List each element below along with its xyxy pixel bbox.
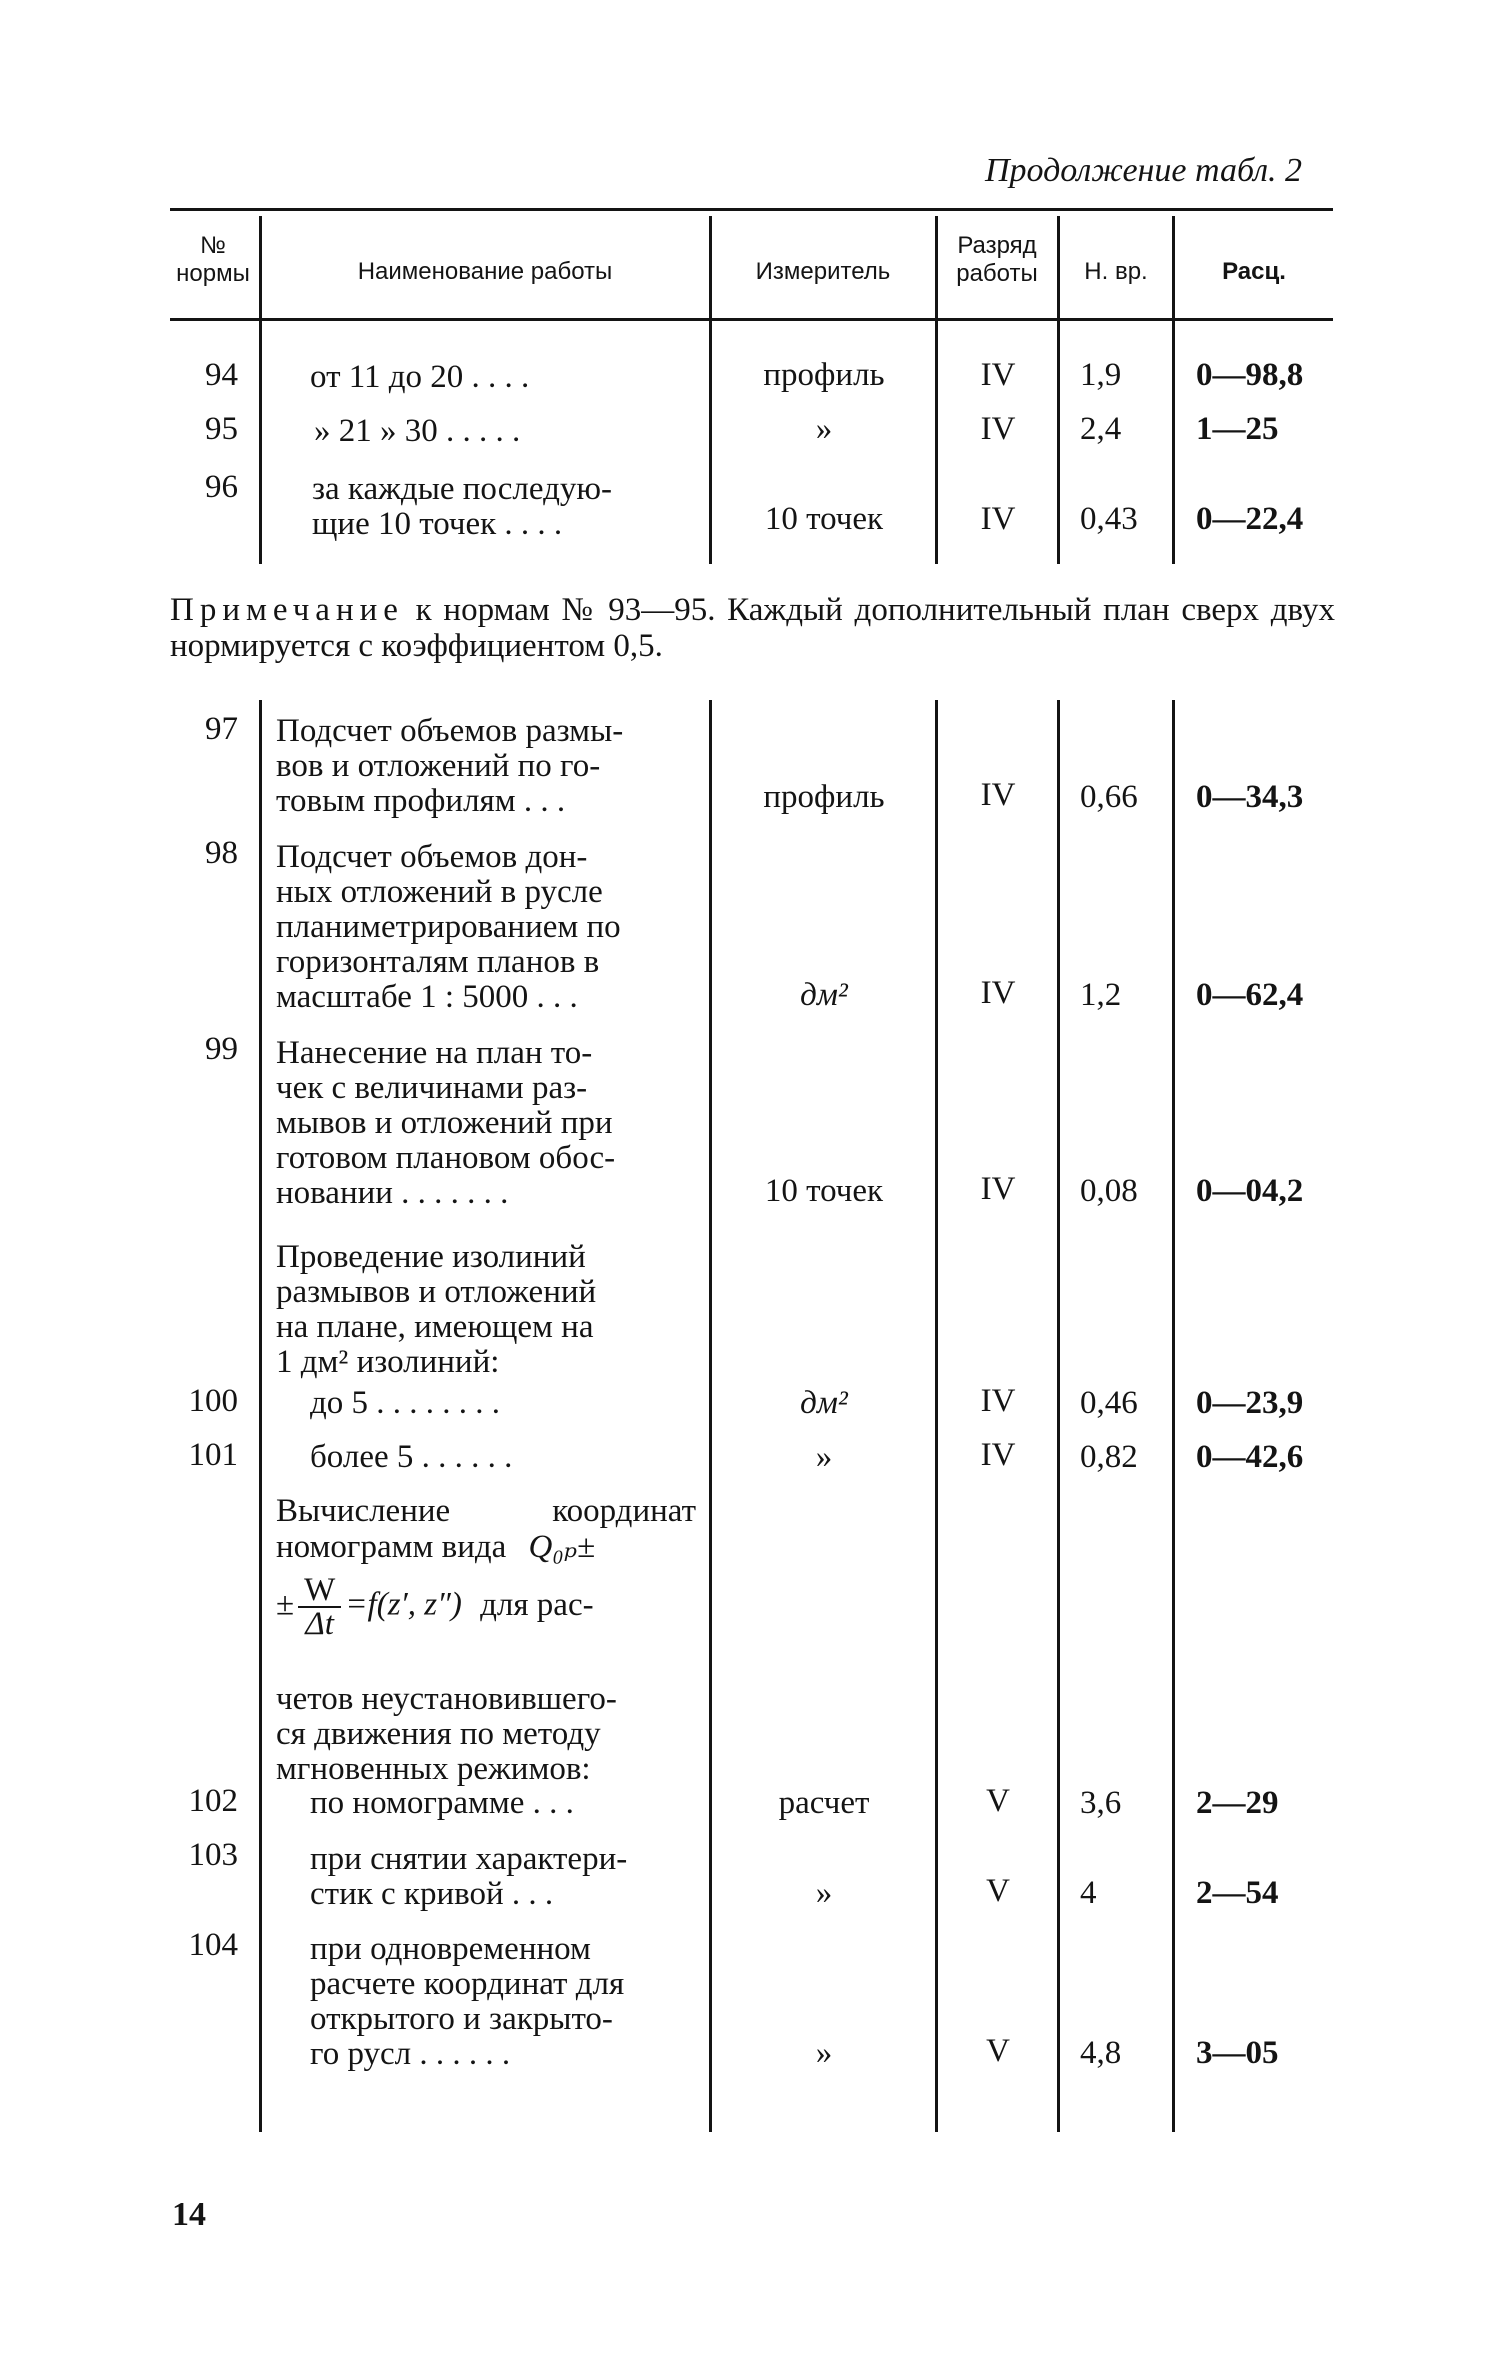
work-name-line: открытого и закрыто- <box>310 2002 613 2037</box>
rate-value: 0—34,3 <box>1196 779 1304 815</box>
work-name <box>312 472 696 542</box>
work-name-line: го русл . . . . . . <box>310 2037 511 2072</box>
work-name-line: планиметрированием по <box>276 910 621 945</box>
work-grade: V <box>986 2033 1010 2069</box>
work-grade: IV <box>980 1171 1016 1207</box>
work-name-line: щие 10 точек . . . . <box>312 507 563 542</box>
header-work-name: Наименование работы <box>357 258 613 285</box>
work-grade: V <box>986 1783 1010 1819</box>
work-name-line: Подсчет объемов размы- <box>276 714 624 749</box>
formula-rhs: =f(z′, z″) <box>345 1586 462 1623</box>
norm-number: 95 <box>205 411 238 447</box>
work-name-line: при снятии характери- <box>310 1842 628 1877</box>
work-name-line: при одновременном <box>310 1932 591 1967</box>
work-name-line: готовом плановом обос- <box>276 1141 616 1176</box>
group-heading-line: на плане, имеющем на <box>276 1310 594 1345</box>
formula-line-text: номограмм вида <box>276 1529 507 1565</box>
work-grade: V <box>986 1873 1010 1909</box>
norm-number: 94 <box>205 357 238 393</box>
norm-number: 100 <box>188 1383 238 1419</box>
measure-unit: » <box>815 2035 833 2071</box>
column-divider <box>259 700 262 2132</box>
measure-unit: профиль <box>763 357 885 393</box>
page-number: 14 <box>172 2196 206 2233</box>
table-top-rule <box>170 208 1333 211</box>
work-name-line: мывов и отложений при <box>276 1106 613 1141</box>
header-grade <box>938 232 1056 288</box>
work-name <box>310 360 730 395</box>
work-grade: IV <box>980 1437 1016 1473</box>
time-norm: 0,43 <box>1080 501 1138 537</box>
work-name <box>276 714 696 819</box>
work-grade: IV <box>980 357 1016 393</box>
group-heading-line: размывов и отложений <box>276 1275 597 1310</box>
note-text: к нормам № 93—95. Каждый дополнительный план сверх двух нормируется с коэффициентом 0,5. <box>170 592 1335 664</box>
time-norm: 1,9 <box>1080 357 1122 393</box>
work-name <box>310 1386 696 1421</box>
measure-unit: расчет <box>778 1785 870 1821</box>
formula-line <box>276 1530 595 1565</box>
work-name <box>314 414 734 449</box>
rate-value: 1—25 <box>1196 411 1279 447</box>
formula-tail: для рас- <box>480 1586 594 1623</box>
header-grade-line1: Разряд <box>957 232 1037 259</box>
work-grade: IV <box>980 777 1016 813</box>
formula-continuation <box>276 1682 696 1787</box>
time-norm: 0,46 <box>1080 1385 1138 1421</box>
work-name-line: масштабе 1 : 5000 . . . <box>276 980 578 1015</box>
rate-value: 0—62,4 <box>1196 977 1304 1013</box>
time-norm: 1,2 <box>1080 977 1122 1013</box>
header-rate: Расц. <box>1222 258 1286 285</box>
work-name <box>310 1786 696 1821</box>
group-heading-line: Проведение изолиний <box>276 1240 586 1275</box>
measure-unit: дм² <box>800 977 848 1013</box>
work-name-line: от 11 до 20 . . . . <box>310 360 530 395</box>
work-name-line: до 5 . . . . . . . . <box>310 1386 501 1421</box>
note-label: Примечание <box>170 592 404 628</box>
formula-denominator: Δt <box>305 1606 334 1642</box>
work-name <box>310 1440 696 1475</box>
measure-unit: » <box>815 411 833 447</box>
time-norm: 4 <box>1080 1875 1097 1911</box>
formula-expression <box>276 1574 594 1640</box>
work-grade: IV <box>980 411 1016 447</box>
time-norm: 3,6 <box>1080 1785 1122 1821</box>
time-norm: 4,8 <box>1080 2035 1122 2071</box>
work-name-line: новании . . . . . . . <box>276 1176 509 1211</box>
measure-unit: 10 точек <box>764 1173 884 1209</box>
measure-unit: дм² <box>800 1385 848 1421</box>
work-name-line: чек с величинами раз- <box>276 1071 588 1106</box>
formula-line: Вычисление координат <box>276 1493 696 1529</box>
header-time-norm: Н. вр. <box>1084 258 1148 285</box>
time-norm: 0,08 <box>1080 1173 1138 1209</box>
table-note <box>170 592 1335 664</box>
header-measure: Измеритель <box>755 258 891 285</box>
group-heading-line: мгновенных режимов: <box>276 1752 591 1787</box>
work-name-line: товым профилям . . . <box>276 784 566 819</box>
formula-numerator: W <box>298 1574 341 1608</box>
measure-unit: » <box>815 1439 833 1475</box>
work-grade: IV <box>980 1383 1016 1419</box>
norm-number: 104 <box>188 1927 238 1963</box>
work-name-line: ных отложений в русле <box>276 875 603 910</box>
formula-plus-minus: ± <box>276 1586 295 1623</box>
norm-number: 98 <box>205 835 238 871</box>
group-heading-line: ся движения по методу <box>276 1717 601 1752</box>
work-name-line: вов и отложений по го- <box>276 749 601 784</box>
work-name-line: Подсчет объемов дон- <box>276 840 588 875</box>
work-name-line: » 21 » 30 . . . . . <box>314 414 521 449</box>
work-name-line: горизонталям планов в <box>276 945 600 980</box>
header-norm-number <box>168 232 258 288</box>
work-name-line: стик с кривой . . . <box>310 1877 554 1912</box>
measure-unit: » <box>815 1875 833 1911</box>
formula-expression: Q₀ₚ± <box>528 1529 596 1565</box>
work-name-line: более 5 . . . . . . <box>310 1440 513 1475</box>
work-name-line: по номограмме . . . <box>310 1786 574 1821</box>
column-divider <box>1172 700 1175 2132</box>
rate-value: 2—54 <box>1196 1875 1279 1911</box>
group-heading <box>276 1240 696 1380</box>
group-heading-line: 1 дм² изолиний: <box>276 1345 500 1380</box>
work-name <box>310 1842 696 1912</box>
header-no-word: нормы <box>176 260 250 287</box>
norm-number: 99 <box>205 1031 238 1067</box>
measure-unit: профиль <box>763 779 885 815</box>
norm-number: 96 <box>205 469 238 505</box>
time-norm: 0,66 <box>1080 779 1138 815</box>
formula-fraction <box>298 1574 341 1640</box>
header-no-sign: № <box>200 232 226 259</box>
work-name-line: расчете координат для <box>310 1967 625 2002</box>
rate-value: 0—98,8 <box>1196 357 1304 393</box>
time-norm: 0,82 <box>1080 1439 1138 1475</box>
work-grade: IV <box>980 501 1016 537</box>
header-bottom-rule <box>170 318 1333 321</box>
continuation-caption: Продолжение табл. 2 <box>985 152 1303 189</box>
rate-value: 0—23,9 <box>1196 1385 1304 1421</box>
time-norm: 2,4 <box>1080 411 1122 447</box>
norm-number: 101 <box>188 1437 238 1473</box>
rate-value: 2—29 <box>1196 1785 1279 1821</box>
norm-number: 97 <box>205 711 238 747</box>
work-name-line: Нанесение на план то- <box>276 1036 593 1071</box>
rate-value: 0—42,6 <box>1196 1439 1304 1475</box>
work-name <box>310 1932 696 2072</box>
header-grade-line2: работы <box>956 260 1038 287</box>
measure-unit: 10 точек <box>764 501 884 537</box>
work-name <box>276 1036 696 1211</box>
norm-number: 103 <box>188 1837 238 1873</box>
work-name-line: за каждые последую- <box>312 472 613 507</box>
work-grade: IV <box>980 975 1016 1011</box>
norm-number: 102 <box>188 1783 238 1819</box>
work-name <box>276 840 696 1015</box>
rate-value: 3—05 <box>1196 2035 1279 2071</box>
rate-value: 0—04,2 <box>1196 1173 1304 1209</box>
rate-value: 0—22,4 <box>1196 501 1304 537</box>
group-heading-line: четов неустановившего- <box>276 1682 617 1717</box>
